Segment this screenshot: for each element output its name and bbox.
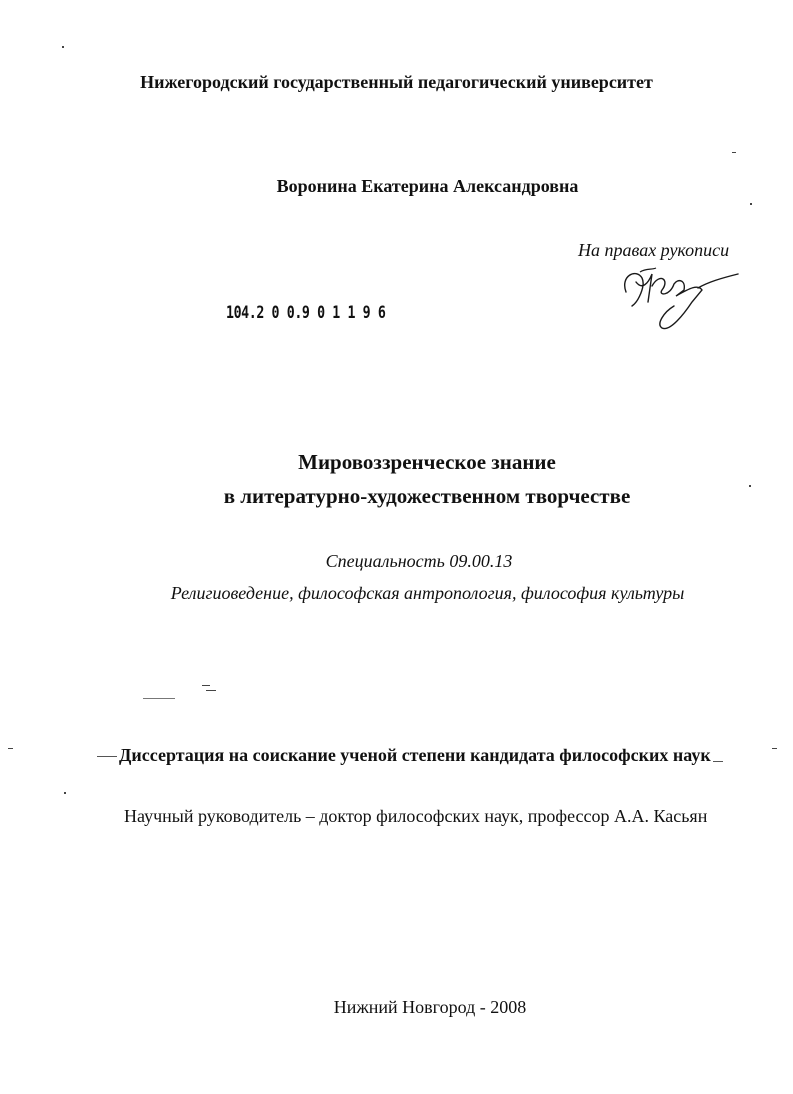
scan-speck xyxy=(206,690,216,691)
university-name: Нижегородский государственный педагогический университет xyxy=(140,72,653,92)
degree-statement xyxy=(119,745,711,766)
archive-number: 104.2 0 0.9 0 1 1 9 6 xyxy=(226,303,386,323)
city-and-year: Нижний Новгород - 2008 xyxy=(333,997,527,1017)
scan-dash-right xyxy=(713,761,723,762)
scan-dash-left xyxy=(97,756,117,757)
author-name: Воронина Екатерина Александровна xyxy=(276,176,579,196)
manuscript-note: На правах рукописи xyxy=(578,240,730,260)
handwritten-signature xyxy=(612,262,742,334)
scan-speck xyxy=(202,685,210,686)
scan-speck xyxy=(749,485,751,487)
scan-speck xyxy=(143,698,175,699)
scan-speck xyxy=(732,152,736,153)
dissertation-title-line-1: Мировоззренческое знание xyxy=(298,450,556,474)
scan-speck xyxy=(750,203,752,205)
specialty-name: Религиоведение, философская антропология, философия культуры xyxy=(170,583,685,603)
degree-statement-text: Диссертация на соискание ученой степени кандидата философских наук xyxy=(119,745,711,765)
scientific-supervisor: Научный руководитель – доктор философских наук, профессор А.А. Касьян xyxy=(124,806,708,826)
scan-speck xyxy=(772,748,777,749)
dissertation-title-line-2: в литературно-художественном творчестве xyxy=(223,484,631,508)
scan-speck xyxy=(8,748,13,749)
specialty-code: Специальность 09.00.13 xyxy=(325,551,513,571)
scan-speck xyxy=(64,792,66,794)
scan-speck xyxy=(62,46,64,48)
